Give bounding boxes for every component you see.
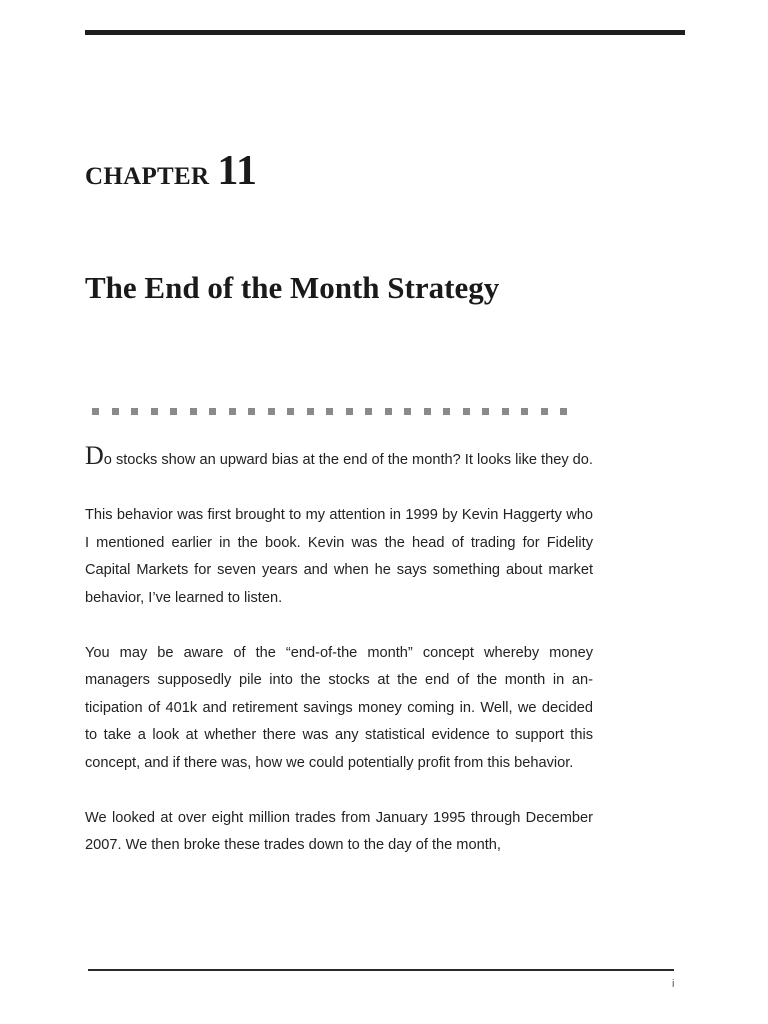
divider-dot xyxy=(307,408,314,415)
divider-dot xyxy=(326,408,333,415)
paragraph-1-text: o stocks show an upward bias at the end of the month? It looks like they do. xyxy=(103,452,593,468)
divider-dot xyxy=(287,408,294,415)
divider-dot xyxy=(482,408,489,415)
divider-dot xyxy=(209,408,216,415)
top-rule xyxy=(85,30,685,35)
divider-dot xyxy=(424,408,431,415)
chapter-heading xyxy=(85,150,257,192)
divider-dot xyxy=(365,408,372,415)
drop-cap: D xyxy=(85,441,104,470)
paragraph-1 xyxy=(85,443,593,475)
chapter-body xyxy=(85,443,593,887)
divider-dot xyxy=(404,408,411,415)
divider-dot xyxy=(229,408,236,415)
divider-dot xyxy=(443,408,450,415)
divider-dot xyxy=(248,408,255,415)
divider-dot xyxy=(346,408,353,415)
page-number: i xyxy=(672,978,675,990)
chapter-number: 11 xyxy=(217,148,258,194)
divider-dot xyxy=(151,408,158,415)
divider-dot xyxy=(560,408,567,415)
divider-dot xyxy=(385,408,392,415)
divider-dot xyxy=(170,408,177,415)
divider-dot xyxy=(190,408,197,415)
chapter-title: The End of the Month Strategy xyxy=(85,270,500,305)
divider-dot xyxy=(112,408,119,415)
divider-dot xyxy=(131,408,138,415)
divider-dot xyxy=(541,408,548,415)
paragraph-2: This behavior was first brought to my attention in 1999 by Kevin Haggerty who I mentioned earlier in the book. Kevin was the head of trading for Fidelity Capital Markets for seven years and when he says something about market behavior, I’ve learned to listen. xyxy=(85,507,593,606)
divider-dot xyxy=(92,408,99,415)
paragraph-3: You may be aware of the “end-of-the month” concept whereby money managers supposedly pile into the stocks at the end of the month in anticipation of 401k and retirement savings money coming in. Well, we decided to take a look at whether there was any statistical evidence to support this concept, and if there was, how we could potentially profit from this behavior. xyxy=(85,644,593,771)
paragraph-4: We looked at over eight million trades from January 1995 through December 2007. We then broke these trades down to the day of the month, xyxy=(85,809,593,853)
divider-dot xyxy=(268,408,275,415)
divider-dot xyxy=(521,408,528,415)
chapter-label: CHAPTER xyxy=(85,163,210,190)
divider-dot xyxy=(502,408,509,415)
bottom-rule xyxy=(88,969,674,971)
divider-dot xyxy=(463,408,470,415)
ornamental-dot-divider xyxy=(92,408,592,416)
